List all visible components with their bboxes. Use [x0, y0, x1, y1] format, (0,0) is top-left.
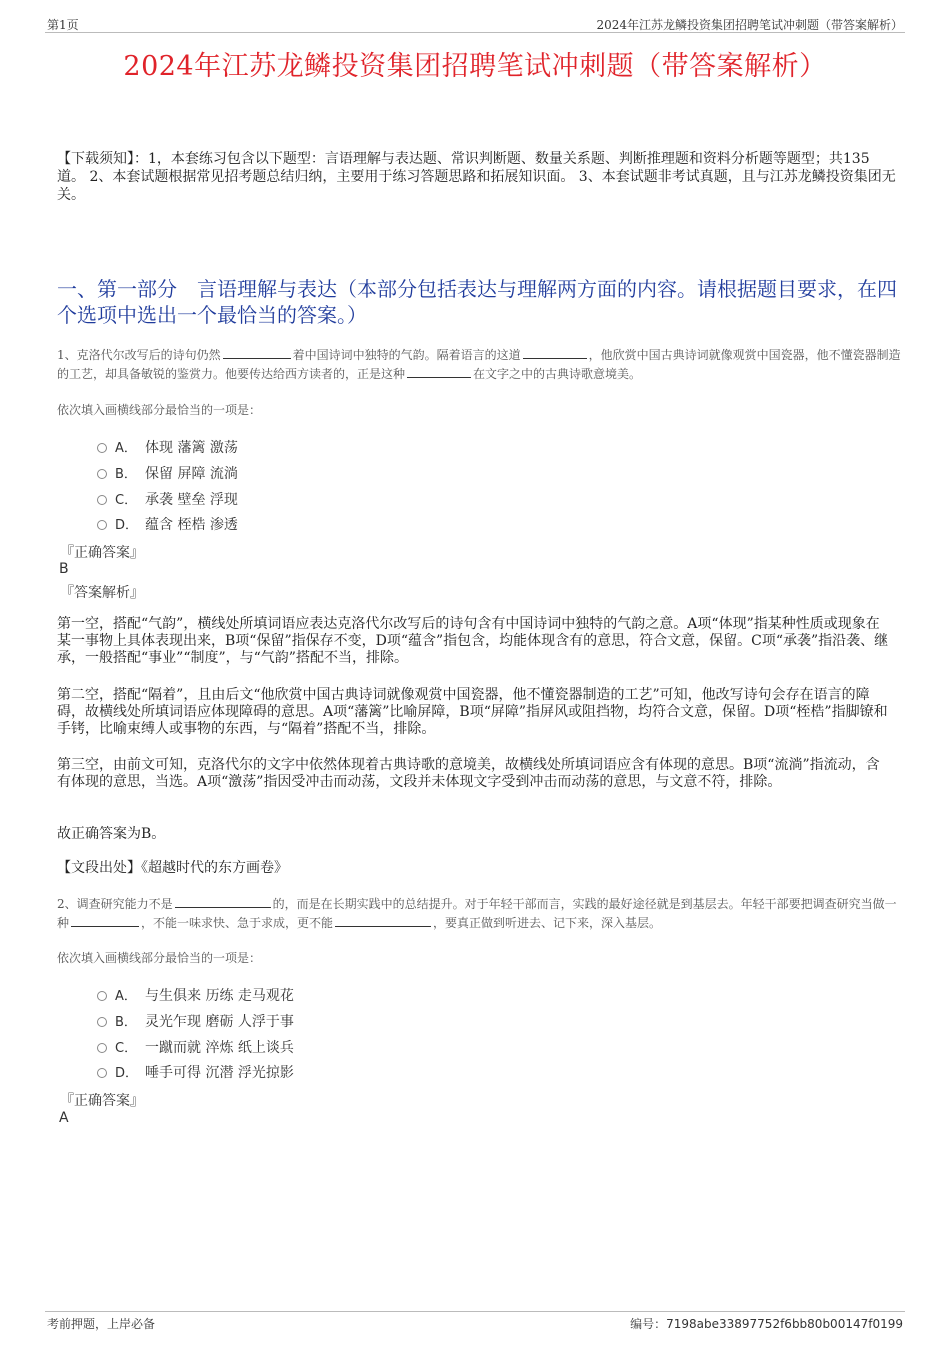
radio-button-icon[interactable]	[97, 443, 107, 453]
blank	[407, 365, 471, 378]
document-title: 2024年江苏龙鳞投资集团招聘笔试冲刺题（带答案解析）	[123, 51, 827, 82]
radio-button-icon[interactable]	[97, 1043, 107, 1053]
q1-analysis-paragraph: 第二空，搭配“隔着”，且由后文“他欣赏中国古典诗词就像观赏中国瓷器，他不懂瓷器制造的工艺”可知，他改写诗句会存在语言的障碍，故横线处所填词语应体现障碍的意思。A项“藩篱”比喻屏障，B项“屏障”指屏风或阻挡物，均符合文意，保留。D项“桎梏”指脚镣和手铐，比喻束缚人或事物的东西，与“隔着”搭配不当，排除。	[57, 687, 888, 737]
section-heading: 一、第一部分 言语理解与表达（本部分包括表达与理解两方面的内容。请根据题目要求，在四个选项中选出一个最恰当的答案。）	[57, 277, 897, 327]
blank	[175, 895, 271, 908]
radio-button-icon[interactable]	[97, 1068, 107, 1078]
footer-slogan: 考前押题，上岸必备	[47, 1317, 156, 1331]
q1-analysis-paragraph: 第三空，由前文可知，克洛代尔的文字中依然体现着古典诗歌的意境美，故横线处所填词语应含有体现的意思。B项“流淌”指流动，含有体现的意思，当选。A项“激荡”指因受冲击而动荡，文段并未体现文字受到冲击而动荡的意思，与文意不符，排除。	[57, 757, 880, 790]
page-footer	[45, 1311, 905, 1332]
q1-analysis-conclusion: 故正确答案为B。	[57, 826, 166, 842]
header-doc-title: 2024年江苏龙鳞投资集团招聘笔试冲刺题（带答案解析）	[596, 18, 903, 32]
q2-correct-answer-label: 『正确答案』	[60, 1093, 144, 1109]
question-2-instruction: 依次填入画横线部分最恰当的一项是：	[57, 951, 262, 965]
blank	[223, 346, 291, 359]
q2-option-b[interactable]: B． 灵光乍现 磨砺 人浮于事	[97, 1011, 294, 1031]
q2-correct-answer: A	[59, 1110, 69, 1126]
q1-analysis-paragraph: 第一空，搭配“气韵”，横线处所填词语应表达克洛代尔改写后的诗句含有中国诗词中独特的气韵之意。A项“体现”指某种性质或现象在某一事物上具体表现出来，B项“保留”指保存不变，D项“蕴含”指包含，均能体现含有的意思，符合文意，保留。C项“承袭”指沿袭、继承，一般搭配“事业”“制度”，与“气韵”搭配不当，排除。	[57, 616, 889, 666]
radio-button-icon[interactable]	[97, 520, 107, 530]
q1-option-a[interactable]: A． 体现 藩篱 激荡	[97, 437, 238, 457]
q1-option-c[interactable]: C． 承袭 壁垒 浮现	[97, 489, 238, 509]
question-2-stem: 2、调查研究能力不是 的，而是在长期实践中的总结提升。对于年轻干部而言，实践的最好途径就是到基层去。年轻干部要把调查研究当做一种 ，不能一味求快、急于求成，更不能 ，要真正做到听进去、记下来，深入基层。	[57, 897, 897, 930]
download-notice: 【下载须知】：1，本套练习包含以下题型：言语理解与表达题、常识判断题、数量关系题、判断推理题和资料分析题等题型；共135道。 2、本套试题根据常见招考题总结归纳，主要用于练习答题思路和拓展知识面。 3、本套试题非考试真题，且与江苏龙鳞投资集团无关。	[57, 151, 896, 203]
q2-option-c[interactable]: C． 一蹴而就 淬炼 纸上谈兵	[97, 1037, 294, 1057]
radio-button-icon[interactable]	[97, 495, 107, 505]
q2-option-a[interactable]: A． 与生俱来 历练 走马观花	[97, 985, 294, 1005]
q1-source: 【文段出处】《超越时代的东方画卷》	[57, 860, 288, 876]
blank	[335, 914, 431, 927]
radio-button-icon[interactable]	[97, 1017, 107, 1027]
q1-correct-answer: B	[59, 561, 69, 577]
question-1-instruction: 依次填入画横线部分最恰当的一项是：	[57, 403, 262, 417]
blank	[523, 346, 587, 359]
question-1-stem: 1、克洛代尔改写后的诗句仍然 着中国诗词中独特的气韵。隔着语言的这道 ，他欣赏中国古典诗词就像观赏中国瓷器，他不懂瓷器制造的工艺，却具备敏锐的鉴赏力。他要传达给西方读者的，正是这种 在文字之中的古典诗歌意境美。	[57, 348, 901, 381]
page-number: 第1页	[47, 18, 79, 32]
q1-option-d[interactable]: D． 蕴含 桎梏 渗透	[97, 514, 238, 534]
footer-code: 编号：7198abe33897752f6bb80b00147f0199	[630, 1317, 903, 1331]
page-header	[45, 14, 905, 33]
q1-option-b[interactable]: B． 保留 屏障 流淌	[97, 463, 238, 483]
radio-button-icon[interactable]	[97, 991, 107, 1001]
blank	[71, 914, 139, 927]
q1-correct-answer-label: 『正确答案』	[60, 545, 144, 561]
q1-analysis-label: 『答案解析』	[60, 585, 144, 601]
radio-button-icon[interactable]	[97, 469, 107, 479]
q2-option-d[interactable]: D． 唾手可得 沉潜 浮光掠影	[97, 1062, 294, 1082]
